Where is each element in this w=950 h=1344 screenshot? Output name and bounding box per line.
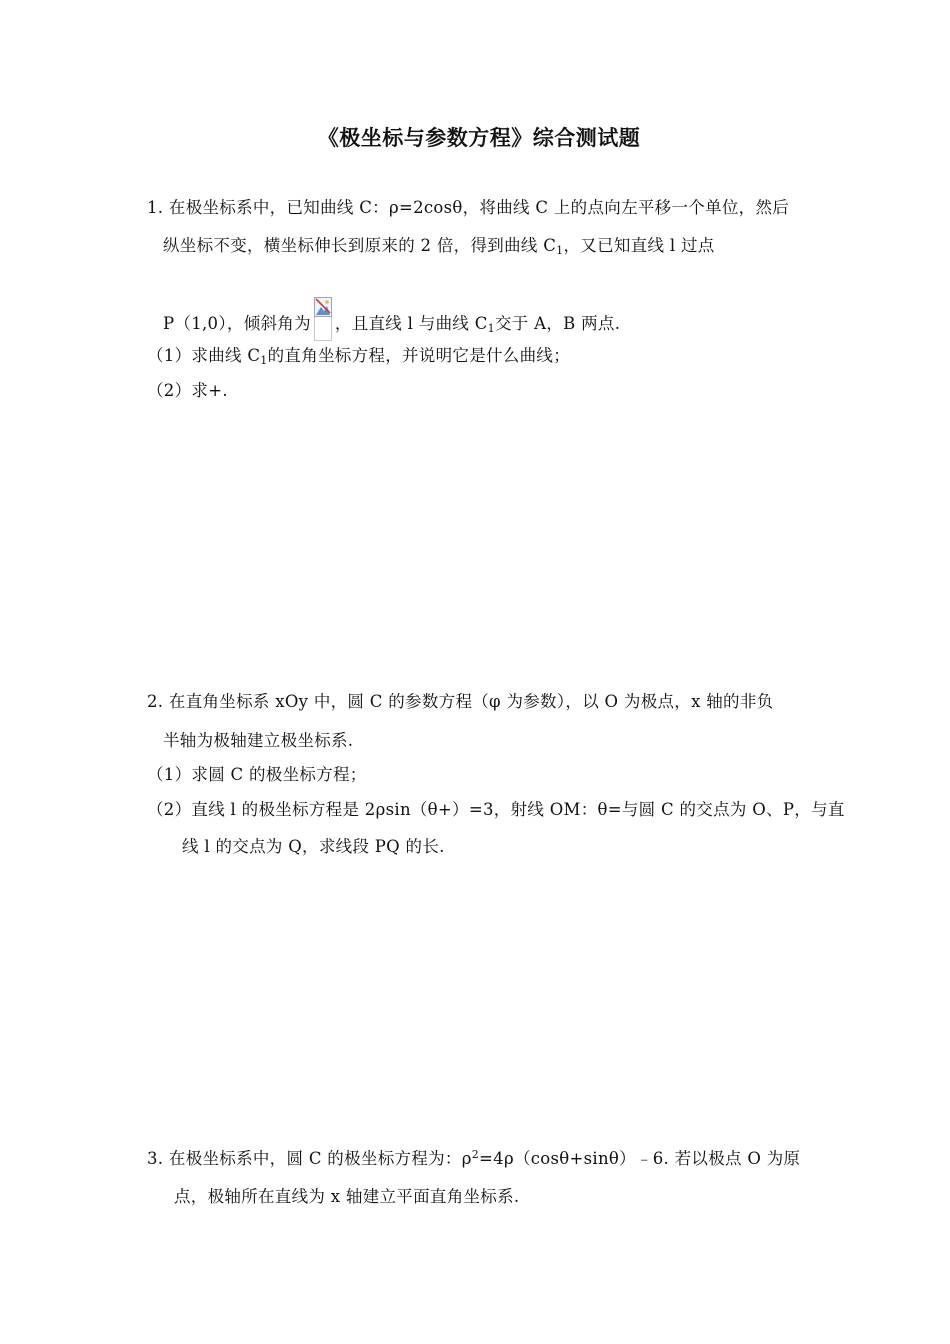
q3-line2: 点，极轴所在直线为 x 轴建立平面直角坐标系. — [174, 1187, 520, 1206]
q1-part1 — [147, 345, 570, 367]
q1-line2 — [163, 235, 715, 257]
broken-image-glyph — [314, 297, 332, 317]
q1-line3-text-b: ，且直线 l 与曲线 C — [334, 314, 488, 333]
q3-line1-superscript: 2 — [471, 1148, 480, 1161]
broken-image-frame — [314, 317, 332, 341]
q1-part1-text-b: 的直角坐标方程，并说明它是什么曲线； — [267, 346, 570, 365]
q3-line1-text: 3. 在极坐标系中，圆 C 的极坐标方程为：ρ — [147, 1149, 472, 1168]
q2-line2: 半轴为极轴建立极坐标系. — [163, 731, 354, 750]
broken-image-icon — [312, 297, 334, 343]
q2-line1: 2. 在直角坐标系 xOy 中，圆 C 的参数方程（φ 为参数），以 O 为极点，x 轴的非负 — [147, 692, 774, 711]
q3-line1-text-b: =4ρ（cosθ+sinθ）﹣6. 若以极点 O 为原 — [479, 1149, 801, 1168]
q1-part2: （2）求+. — [147, 381, 228, 400]
q1-line2-text-b: ，又已知直线 l 过点 — [563, 236, 715, 255]
q2-part2-line2: 线 l 的交点为 Q，求线段 PQ 的长. — [182, 837, 445, 856]
q1-line2-text: 纵坐标不变，横坐标伸长到原来的 2 倍，得到曲线 C — [163, 236, 557, 255]
q1-line3-subscript: 1 — [487, 322, 495, 335]
q1-part1-subscript: 1 — [260, 354, 268, 367]
q2-part1: （1）求圆 C 的极坐标方程； — [147, 765, 367, 784]
page-title: 《极坐标与参数方程》综合测试题 — [317, 125, 641, 150]
q1-part1-text: （1）求曲线 C — [147, 346, 261, 365]
q1-line3-text: P（1,0），倾斜角为 — [163, 314, 311, 333]
q1-line3 — [163, 297, 620, 343]
q2-part2-line1: （2）直线 l 的极坐标方程是 2ρsin（θ+）=3，射线 OM：θ=与圆 C 的交点为 O、P，与直 — [147, 800, 845, 819]
q3-line1 — [147, 1148, 800, 1170]
q1-line3-text-c: 交于 A，B 两点. — [494, 314, 621, 333]
q1-line1: 1. 在极坐标系中，已知曲线 C：ρ=2cosθ，将曲线 C 上的点向左平移一个单位，然后 — [147, 198, 790, 217]
q1-line2-subscript: 1 — [556, 244, 564, 257]
